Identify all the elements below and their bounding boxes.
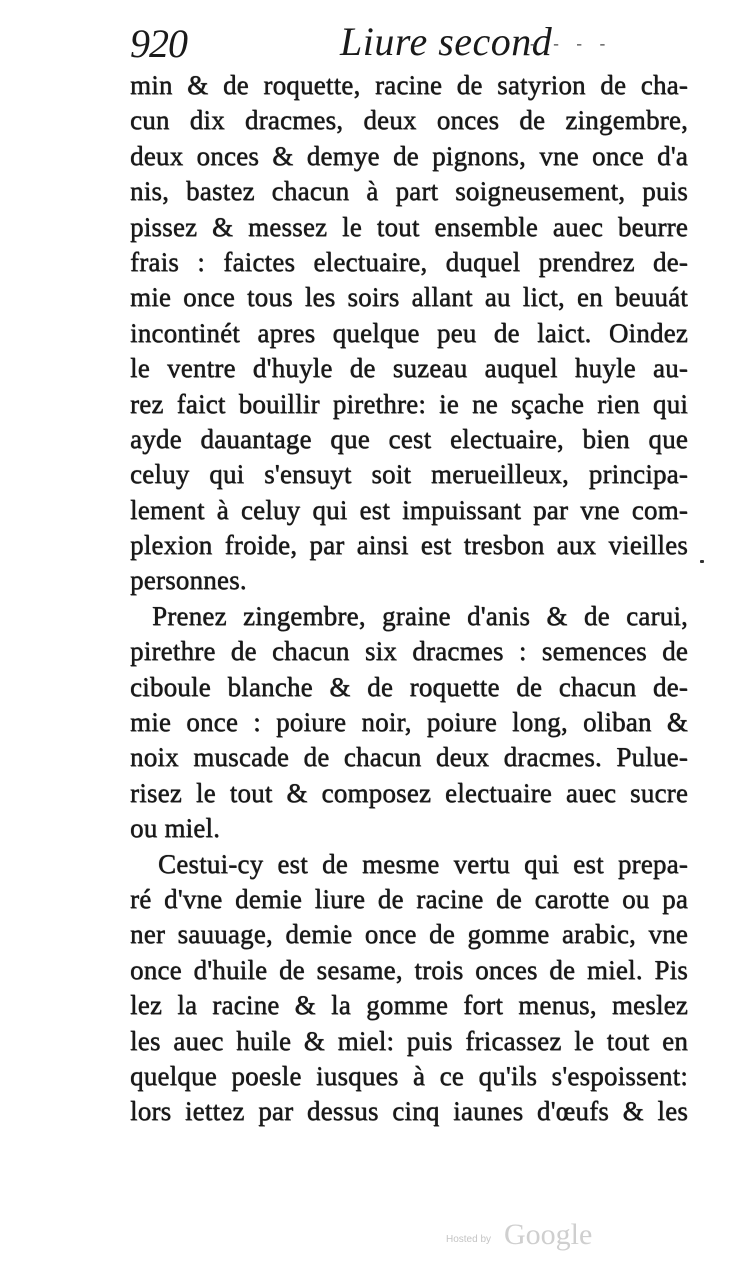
text-line: lez la racine & la gomme fort menus, meslez [130,990,688,1021]
text-line: quelque poesle iusques à ce qu'ils s'espoissent: [130,1060,688,1091]
text-line: pissez & messez le tout ensemble auec beurre [130,211,688,242]
body-text [130,68,688,1130]
text-line: lors iettez par dessus cinq iaunes d'œufs & les [130,1096,688,1127]
google-logo: Google [504,1218,593,1251]
text-line: le ventre d'huyle de suzeau auquel huyle au- [130,353,688,384]
text-line: risez le tout & composez electuaire auec sucre [130,777,688,808]
text-line: ciboule blanche & de roquette de chacun de- [130,671,688,702]
text-line: noix muscade de chacun deux dracmes. Pulue- [130,742,688,773]
running-title: Liure second [340,19,553,64]
text-line: celuy qui s'ensuyt soit merueilleux, principa- [130,459,688,490]
text-line: once d'huile de sesame, trois onces de miel. Pis [130,954,688,985]
text-line: frais : faictes electuaire, duquel prendrez de- [130,246,688,277]
header-ornament: - - - - [528,36,610,54]
text-line: cun dix dracmes, deux onces de zingembre, [130,105,688,136]
text-line: pirethre de chacun six dracmes : semences de [130,636,688,667]
text-line: personnes. [130,565,247,596]
hosted-by-label: Hosted by [446,1234,492,1245]
page-number: 920 [130,21,187,66]
running-head [128,18,688,70]
text-line: ayde dauantage que cest electuaire, bien que [130,423,688,454]
text-line: nis, bastez chacun à part soigneusement, puis [130,176,688,207]
text-line: les auec huile & miel: puis fricassez le tout en [130,1025,688,1056]
text-line: min & de roquette, racine de satyrion de cha- [130,70,688,100]
text-line: ré d'vne demie liure de racine de carotte ou pa [130,883,688,914]
text-line: ou miel. [130,813,221,844]
text-line: plexion froide, par ainsi est tresbon aux vieilles [130,530,688,561]
text-line: mie once : poiure noir, poiure long, oliban & [130,707,688,738]
text-line: ner sauuage, demie once de gomme arabic, vne [130,919,688,950]
text-line: mie once tous les soirs allant au lict, en beuuát [130,282,688,313]
text-line: deux onces & demye de pignons, vne once d'a [130,140,688,171]
text-line: rez faict bouillir pirethre: ie ne sçache rien qui [130,388,688,419]
text-line: incontinét apres quelque peu de laict. Oindez [130,317,688,348]
paragraph-first-line: Cestui-cy est de mesme vertu qui est prepa- [158,848,688,879]
text-line: lement à celuy qui est impuissant par vne com- [130,494,688,525]
paragraph-first-line: Prenez zingembre, graine d'anis & de carui, [152,600,688,631]
ink-speck [700,560,704,563]
